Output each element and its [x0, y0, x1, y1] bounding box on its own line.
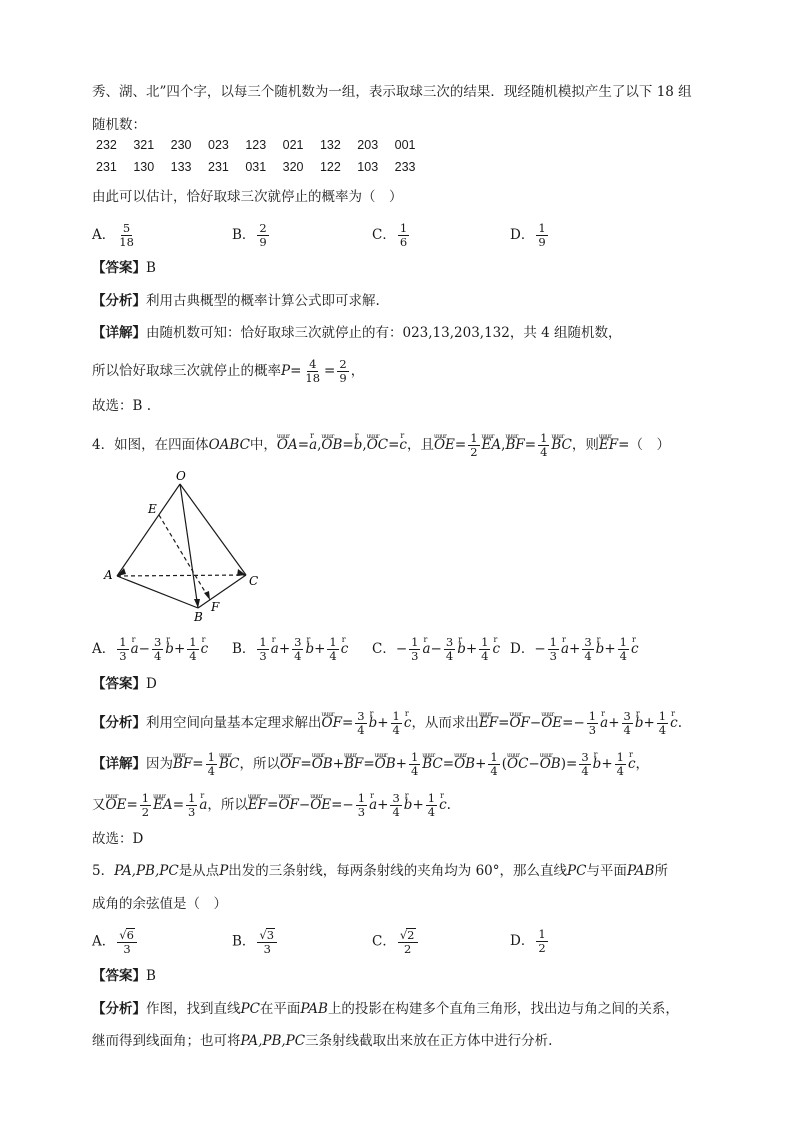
q3-analysis: 【分析】利用古典概型的概率计算公式即可求解.: [92, 293, 380, 309]
label-b: B: [194, 610, 203, 624]
q4-option-c: C．− $\frac{1}{3}$ r a− $\frac{3}{4}$ r b+ $\frac{1}{4}$ r c: [372, 636, 500, 663]
q3-detail-2: 所以恰好取球三次就停止的概率P= $\frac{4}{18}$ = $\frac{2}{9}$ ，: [92, 357, 365, 385]
random-row-2: 231 130 133 231 031 320 122 103 233: [96, 160, 416, 174]
q4-detail: 【详解】因为uuur BF= $\frac{1}{4}$ uuur BC，所以uuur OF=uuur OB+uuur BF=uuur OB+ $\frac{1}{4}$ uuur BC=uuur OB+ $\frac{1}{4}$ (uuur OC−uuur OB)= $\frac{3}{4}$ r b+ $\frac{1}{4}$ r c，: [92, 751, 649, 778]
q3-conclusion: 故选：B .: [92, 398, 152, 414]
edge-oa: [117, 484, 180, 576]
label-f: F: [211, 600, 220, 614]
random-row-1: 232 321 230 023 123 021 132 203 001: [96, 138, 416, 152]
q5-option-b: B． $\frac{√3}{3}$: [232, 928, 279, 956]
edge-ac: [117, 575, 246, 576]
q4-conclusion: 故选：D: [92, 831, 144, 847]
q5-option-a: A． $\frac{√6}{3}$: [92, 928, 139, 956]
edge-oc: [180, 484, 246, 575]
label-a: A: [104, 568, 113, 582]
q5-analysis-1: 【分析】作图，找到直线PC在平面PAB上的投影在构建多个直角三角形，找出边与角之间的关系，: [92, 1001, 679, 1017]
q3-option-c: C． $\frac{1}{6}$: [372, 221, 408, 249]
q3-question: 由此可以估计，恰好取球三次就停止的概率为（ ）: [92, 189, 403, 205]
q5-option-c: C． $\frac{√2}{2}$: [372, 928, 420, 956]
q3-option-b: B． $\frac{2}{9}$: [232, 221, 267, 249]
q3-option-d: D． $\frac{1}{9}$: [510, 221, 546, 249]
tetrahedron-figure: [100, 466, 270, 626]
edge-ab: [117, 576, 198, 608]
label-o: O: [176, 469, 186, 483]
arrow-f: [204, 591, 210, 600]
label-e: E: [148, 502, 157, 516]
q4-stem: 4．如图，在四面体OABC中，uuur OA=r a,uuur OB=r b,uuur OC=r c，且uuur OE= $\frac{1}{2}$ uuur EA,uuur BF= $\frac{1}{4}$ uuur BC，则uuur EF=（ ）: [92, 432, 670, 459]
label-c: C: [249, 574, 259, 588]
q4-analysis: 【分析】利用空间向量基本定理求解出uuur OF= $\frac{3}{4}$ r b+ $\frac{1}{4}$ r c，从而求出uuur EF=uuur OF−uuur OE=− $\frac{1}{3}$ r a+ $\frac{3}{4}$ r b+ $\frac{1}{4}$ r c.: [92, 710, 682, 737]
q5-stem-1: 5．PA,PB,PC是从点P出发的三条射线，每两条射线的夹角均为 60°，那么直线PC与平面PAB所: [92, 863, 668, 879]
q4-detail-2: 又uuur OE= $\frac{1}{2}$ uuur EA= $\frac{1}{3}$ r a，所以uuur EF=uuur OF−uuur OE=− $\frac{1}{3}$ r a+ $\frac{3}{4}$ r b+ $\frac{1}{4}$ r c.: [92, 792, 451, 819]
segment-ef: [159, 515, 210, 600]
q4-answer: 【答案】D: [92, 676, 157, 692]
q5-option-d: D． $\frac{1}{2}$: [510, 927, 546, 955]
edge-bc: [198, 575, 246, 608]
q3-line2: 随机数：: [92, 117, 146, 133]
q5-analysis-2: 继而得到线面角；也可将PA,PB,PC三条射线截取出来放在正方体中进行分析.: [92, 1033, 553, 1049]
q3-line1: 秀、湖、北”四个字，以每三个随机数为一组，表示取球三次的结果．现经随机模拟产生了以下 18 组: [92, 84, 692, 100]
q3-option-a: A． $\frac{5}{18}$: [92, 221, 134, 249]
q4-option-b: B． $\frac{1}{3}$ r a+ $\frac{3}{4}$ r b+ $\frac{1}{4}$ r c: [232, 636, 348, 663]
q5-stem-2: 成角的余弦值是（ ）: [92, 896, 227, 912]
q4-option-a: A． $\frac{1}{3}$ r a− $\frac{3}{4}$ r b+ $\frac{1}{4}$ r c: [92, 636, 208, 663]
q4-option-d: D．− $\frac{1}{3}$ r a+ $\frac{3}{4}$ r b+ $\frac{1}{4}$ r c: [510, 636, 639, 663]
q3-answer: 【答案】B: [92, 260, 156, 276]
edge-ob: [180, 484, 198, 608]
q3-detail: 【详解】由随机数可知：恰好取球三次就停止的有：023,13,203,132，共 4 组随机数，: [92, 325, 622, 341]
q5-answer: 【答案】B: [92, 968, 156, 984]
